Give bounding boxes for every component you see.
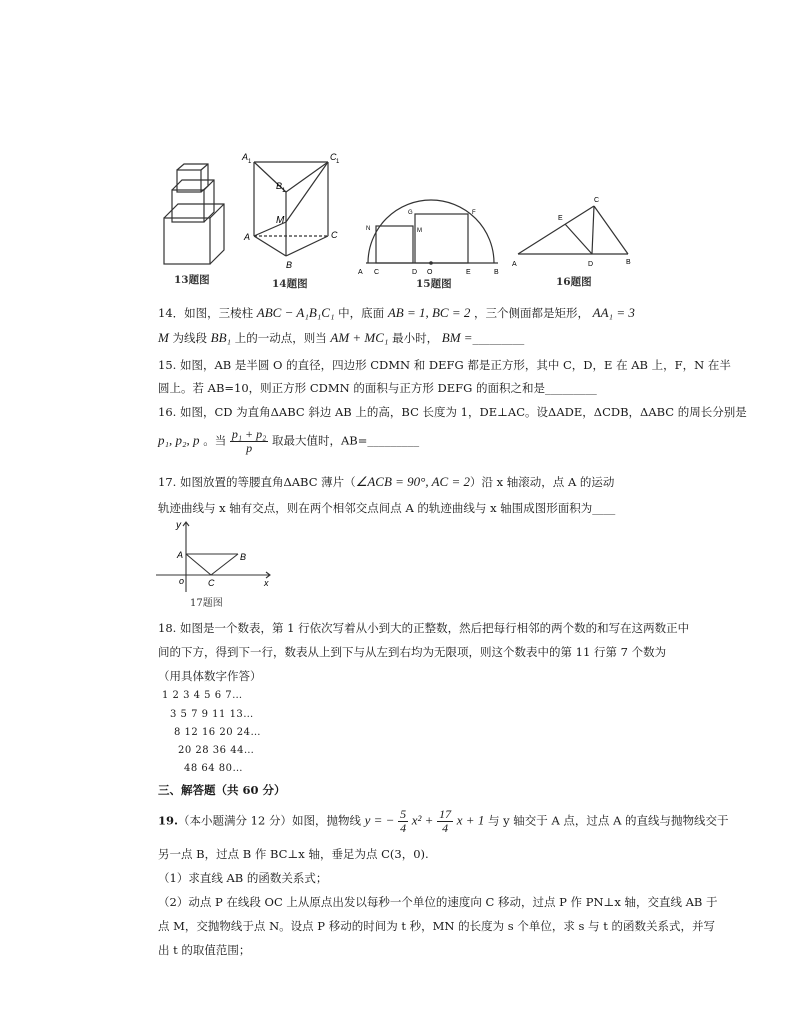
figure-14-prism — [240, 150, 350, 272]
question-15-line-2: 圆上。若 AB=10，则正方形 CDMN 的面积与正方形 DEFG 的面积之和是_________ — [158, 381, 597, 395]
label-x: x — [264, 578, 269, 588]
section-heading: 三、解答题（共 60 分） — [158, 783, 286, 797]
label-b1: B — [276, 181, 283, 191]
label-b1-sub: 1 — [282, 188, 286, 194]
question-16-line-1: 16. 如图，CD 为直角ΔABC 斜边 AB 上的高，BC 长度为 1，DE⊥AC。设ΔADE，ΔCDB，ΔABC 的周长分别是 — [158, 405, 747, 419]
question-19-line-2: 另一点 B，过点 B 作 BC⊥x 轴，垂足为点 C(3，0). — [158, 847, 429, 861]
question-19-line-4: （2）动点 P 在线段 OC 上从原点出发以每秒一个单位的速度向 C 移动，过点 P 作 PN⊥x 轴，交直线 AB 于 — [158, 895, 718, 909]
table-row: 3 5 7 9 11 13… — [170, 709, 254, 720]
figure-13-caption: 13题图 — [174, 274, 210, 286]
figure-17-caption: 17题图 — [190, 598, 223, 609]
question-19-line-6: 出 t 的取值范围； — [158, 943, 251, 957]
label-a1-sub: 1 — [248, 159, 252, 165]
fraction: $\frac{17}{4}$ — [439, 807, 452, 835]
label-a: A — [177, 550, 184, 560]
label-d: D — [588, 261, 594, 268]
fraction: $\frac{\text{p₁ + p₂}}{p}$ — [231, 427, 267, 455]
question-19-line-5: 点 M，交抛物线于点 N。设点 P 移动的时间为 t 秒，MN 的长度为 s 个单位，求 s 与 t 的函数关系式，并写 — [158, 919, 715, 933]
label-a: A — [358, 269, 363, 276]
label-f: F — [472, 210, 476, 216]
label-c: C — [374, 269, 380, 276]
label-c1: C — [330, 152, 337, 162]
label-b: B — [494, 269, 499, 276]
label-a: A — [244, 232, 251, 242]
table-row: 48 64 80… — [184, 763, 244, 774]
label-o: O — [427, 269, 433, 276]
figure-17-axes — [156, 518, 276, 594]
label-b: B — [626, 259, 631, 266]
question-18-line-1: 18. 如图是一个数表，第 1 行依次写着从小到大的正整数，然后把每行相邻的两个数的和写在这两数正中 — [158, 621, 690, 635]
label-m: M — [417, 228, 422, 234]
label-b: B — [286, 260, 293, 270]
label-n: N — [366, 226, 371, 232]
label-c: C — [594, 197, 600, 204]
figure-15-semicircle — [356, 188, 506, 276]
question-17-line-1: 17. 如图放置的等腰直角ΔABC 薄片（∠ACB = 90°, AC = 2）沿 x 轴滚动，点 A 的运动 — [158, 474, 615, 489]
question-15-line-1: 15. 如图，AB 是半圆 O 的直径，四边形 CDMN 和 DEFG 都是正方形，其中 C，D，E 在 AB 上，F，N 在半 — [158, 358, 731, 372]
figure-14-caption: 14题图 — [272, 278, 308, 290]
question-19-line-3: （1）求直线 AB 的函数关系式； — [158, 871, 328, 885]
figure-15-caption: 15题图 — [416, 278, 452, 290]
label-c: C — [331, 230, 338, 240]
label-g: G — [408, 210, 413, 216]
question-14-line-1: 14．如图，三棱柱 ABC − A₁B₁C₁ 中，底面 AB = 1, BC = 2 ，三个侧面都是矩形， AA₁ = 3 — [158, 305, 635, 320]
label-c1-sub: 1 — [336, 159, 340, 165]
figure-13-cubes — [160, 160, 236, 268]
label-a1: A — [242, 152, 249, 162]
question-19-line-1: 19.（本小题满分 12 分）如图，抛物线 y = − $\frac{5}{4}$ x² + $\frac{17}{4}$ x + 1 与 y 轴交于 A 点，过点 A 的直线与抛物线交于 — [158, 807, 729, 835]
label-e: E — [466, 269, 471, 276]
label-o: o — [179, 576, 185, 586]
label-m: M — [276, 215, 285, 226]
label-c: C — [208, 578, 215, 588]
table-row: 20 28 36 44… — [178, 745, 255, 756]
fraction: $\frac{5}{4}$ — [400, 807, 407, 835]
figure-16-caption: 16题图 — [556, 276, 592, 288]
label-a: A — [512, 261, 517, 268]
label-y: y — [176, 520, 181, 531]
question-16-line-2: p₁, p₂, p 。当 $\frac{\text{p₁ + p₂}}{p}$ 取最大值时，AB=_________ — [158, 427, 420, 455]
question-18-line-2: 间的下方，得到下一行，数表从上到下与从左到右均为无限项，则这个数表中的第 11 行第 7 个数为 — [158, 645, 667, 659]
label-e: E — [558, 215, 563, 222]
label-d: D — [412, 269, 418, 276]
question-18-line-3: （用具体数字作答） — [158, 669, 262, 683]
question-14-line-2: M 为线段 BB₁ 上的一动点，则当 AM + MC₁ 最小时， BM =_________ — [158, 330, 525, 345]
figure-16-triangle — [508, 192, 638, 278]
table-row: 1 2 3 4 5 6 7… — [162, 690, 243, 701]
table-row: 8 12 16 20 24… — [174, 727, 261, 738]
label-b: B — [240, 552, 247, 562]
question-17-line-2: 轨迹曲线与 x 轴有交点，则在两个相邻交点间点 A 的轨迹曲线与 x 轴围成图形面积为____ — [158, 501, 616, 515]
answer-blank: _________ — [472, 331, 525, 345]
